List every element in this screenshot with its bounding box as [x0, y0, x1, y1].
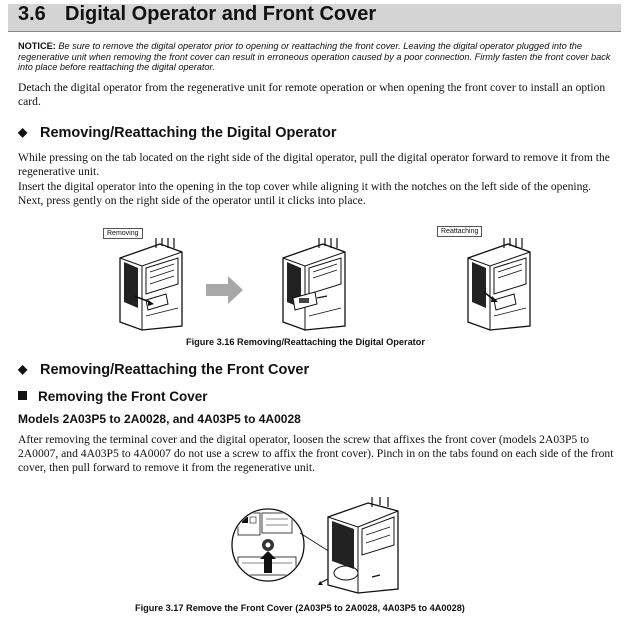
operator-paragraph-1: While pressing on the tab located on the right side of the digital operator, pull the digital operator forward to remove it from the regenerative unit.: [18, 151, 610, 179]
front-cover-heading: [18, 362, 309, 378]
removing-front-cover-subheading: [18, 389, 208, 404]
front-cover-paragraph: After removing the terminal cover and the digital operator, loosen the screw that affixes the front cover (models 2A03P5 to 2A0007, and 4A03P5 to 4A0007 do not use a screw to affix the front cover). Pinch in on the tabs found on each side of the front cover, then pull forward to remove it from the regenerative unit.: [18, 433, 614, 475]
notice-block: [18, 41, 622, 73]
front-cover-removal-illustration: [228, 495, 413, 595]
diamond-bullet-icon: ◆: [18, 125, 28, 139]
drive-reattaching-illustration: [458, 238, 538, 333]
figure-3-17-caption: Figure 3.17 Remove the Front Cover (2A03P5 to 2A0028, 4A03P5 to 4A0028): [135, 603, 465, 613]
diamond-bullet-icon: ◆: [18, 362, 28, 376]
section-title-text: Digital Operator and Front Cover: [65, 3, 377, 25]
operator-heading-text: Removing/Reattaching the Digital Operator: [40, 125, 337, 141]
front-cover-heading-text: Removing/Reattaching the Front Cover: [40, 362, 310, 378]
notice-label: NOTICE:: [18, 41, 56, 51]
reattaching-label: Reattaching: [437, 226, 482, 237]
section-number: 3.6: [18, 3, 46, 25]
notice-text: Be sure to remove the digital operator prior to opening or reattaching the front cover. Leaving the digital operator plugged into the regenerative unit when removing the front cover can result in erroneous operation caused by a poor connection. Firmly fasten the front cover back into place before reattaching the digital operator.: [18, 41, 611, 72]
drive-operator-detached-illustration: [273, 238, 353, 333]
section-title: [18, 3, 376, 26]
operator-paragraph-2: Insert the digital operator into the opening in the top cover while aligning it with the notches on the left side of the opening. Next, press gently on the right side of the operator until it clicks into place.: [18, 180, 592, 208]
figure-3-16-caption: Figure 3.16 Removing/Reattaching the Digital Operator: [186, 337, 425, 347]
intro-paragraph: Detach the digital operator from the regenerative unit for remote operation or when opening the front cover to install an option card.: [18, 81, 606, 109]
arrow-right-icon: [206, 275, 244, 305]
models-heading: Models 2A03P5 to 2A0028, and 4A03P5 to 4A0028: [18, 412, 301, 426]
drive-removing-illustration: [110, 238, 190, 333]
square-bullet-icon: [18, 391, 27, 400]
removing-front-cover-text: Removing the Front Cover: [38, 389, 208, 404]
removing-label: Removing: [103, 228, 143, 239]
operator-heading: [18, 125, 337, 141]
